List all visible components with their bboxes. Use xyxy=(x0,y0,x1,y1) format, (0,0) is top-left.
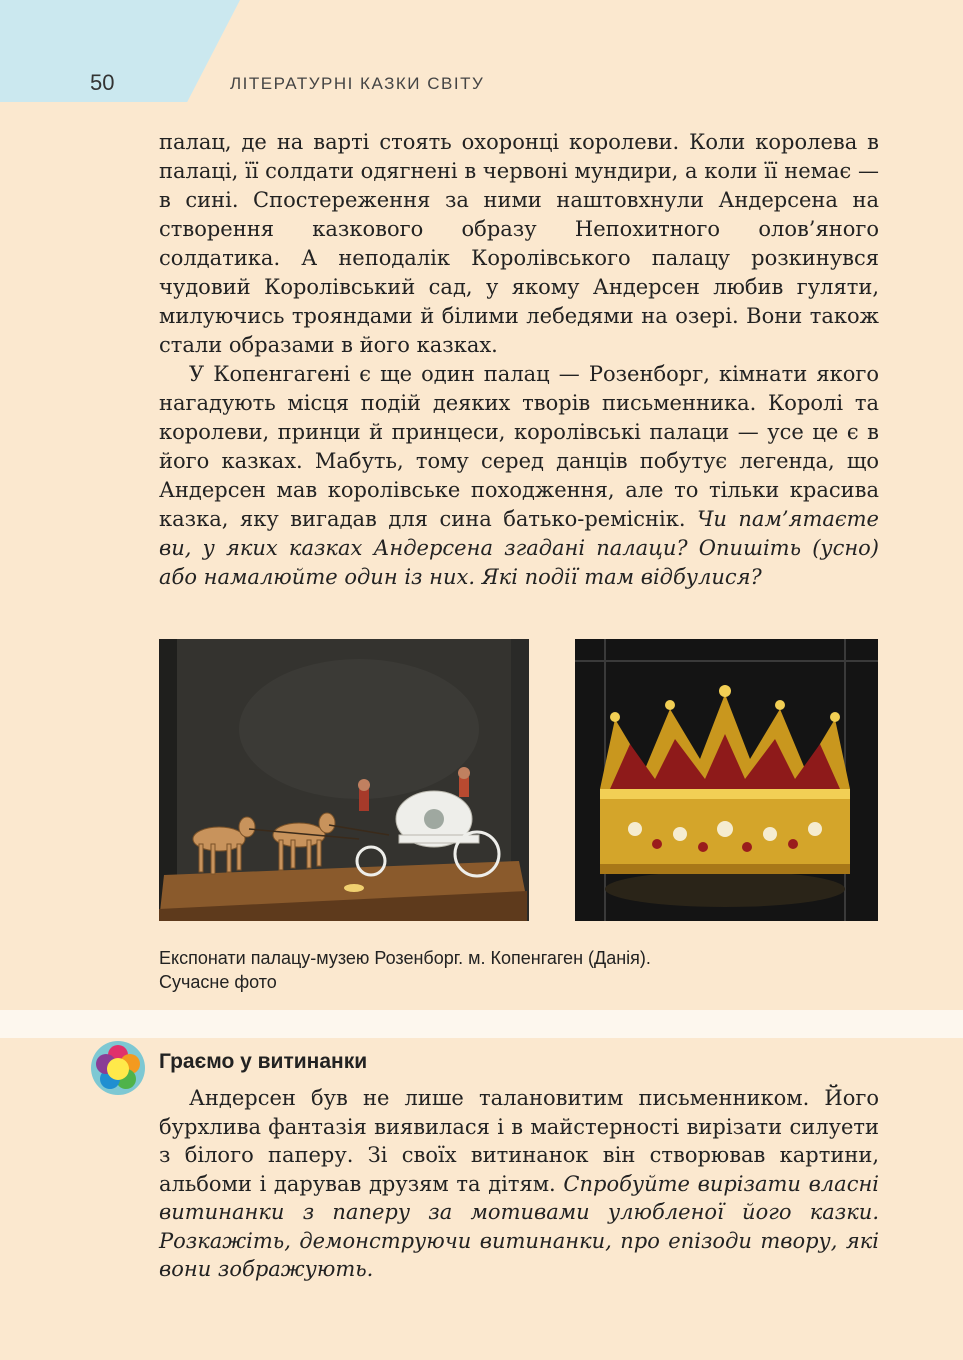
flower-icon xyxy=(90,1040,146,1096)
task-text: Чи пам’ятаєте ви, у яких казках Андерсена згадані палаци? Опишіть (усно) або намалюйте один із них. Які події там відбулися? xyxy=(159,507,879,589)
crown-illustration xyxy=(575,639,878,921)
main-text xyxy=(159,128,879,592)
running-title: ЛІТЕРАТУРНІ КАЗКИ СВІТУ xyxy=(230,74,485,93)
paragraph xyxy=(159,360,879,592)
header-tab xyxy=(0,0,240,102)
carriage-photo xyxy=(159,639,529,921)
section-task: Спробуйте вирізати власні витинанки з паперу за мотивами улюбленої його казки. Розкажіть, демонструючи витинанки, про епізоди твору, які вони зображують. xyxy=(159,1171,879,1281)
section-divider xyxy=(0,1010,963,1038)
crown-photo xyxy=(575,639,878,921)
figure-caption xyxy=(159,946,859,994)
paragraph: палац, де на варті стоять охоронці королеви. Коли королева в палаці, її солдати одягнені в червоні мундири, а коли її немає — в сині. Спостереження за ними наштовхнули Андерсена на створення казкового образу Непохитного олов’яного солдатика. А неподалік Королівського палацу розкинувся чудовий Королівський сад, у якому Андерсен любив гуляти, милуючись трояндами й білими лебедями на озері. Вони також стали образами в його казках. xyxy=(159,130,879,357)
caption-line: Експонати палацу-музею Розенборг. м. Копенгаген (Данія). xyxy=(159,948,651,968)
section-text xyxy=(159,1084,879,1284)
section-title: Граємо у витинанки xyxy=(159,1050,368,1073)
paragraph-text: У Копенгагені є ще один палац — Розенборг, кімнати якого нагадують місця подій деяких творів письменника. Королі та королеви, принци й принцеси, королівські палаци — усе це є в його казках. Мабуть, тому серед данців побутує легенда, що Андерсен мав королівське походження, але то тільки красива казка, яку вигадав для сина батько-реміснік. xyxy=(159,362,879,531)
section-paragraph: Андерсен був не лише талановитим письменником. Його бурхлива фантазія виявилася і в майстерності вирізати силуети з білого паперу. Зі своїх витинанок він створював картини, альбоми і дарував друзям та дітям. xyxy=(159,1086,879,1196)
carriage-illustration xyxy=(159,639,529,921)
caption-line: Сучасне фото xyxy=(159,972,277,992)
page-number: 50 xyxy=(90,70,115,95)
